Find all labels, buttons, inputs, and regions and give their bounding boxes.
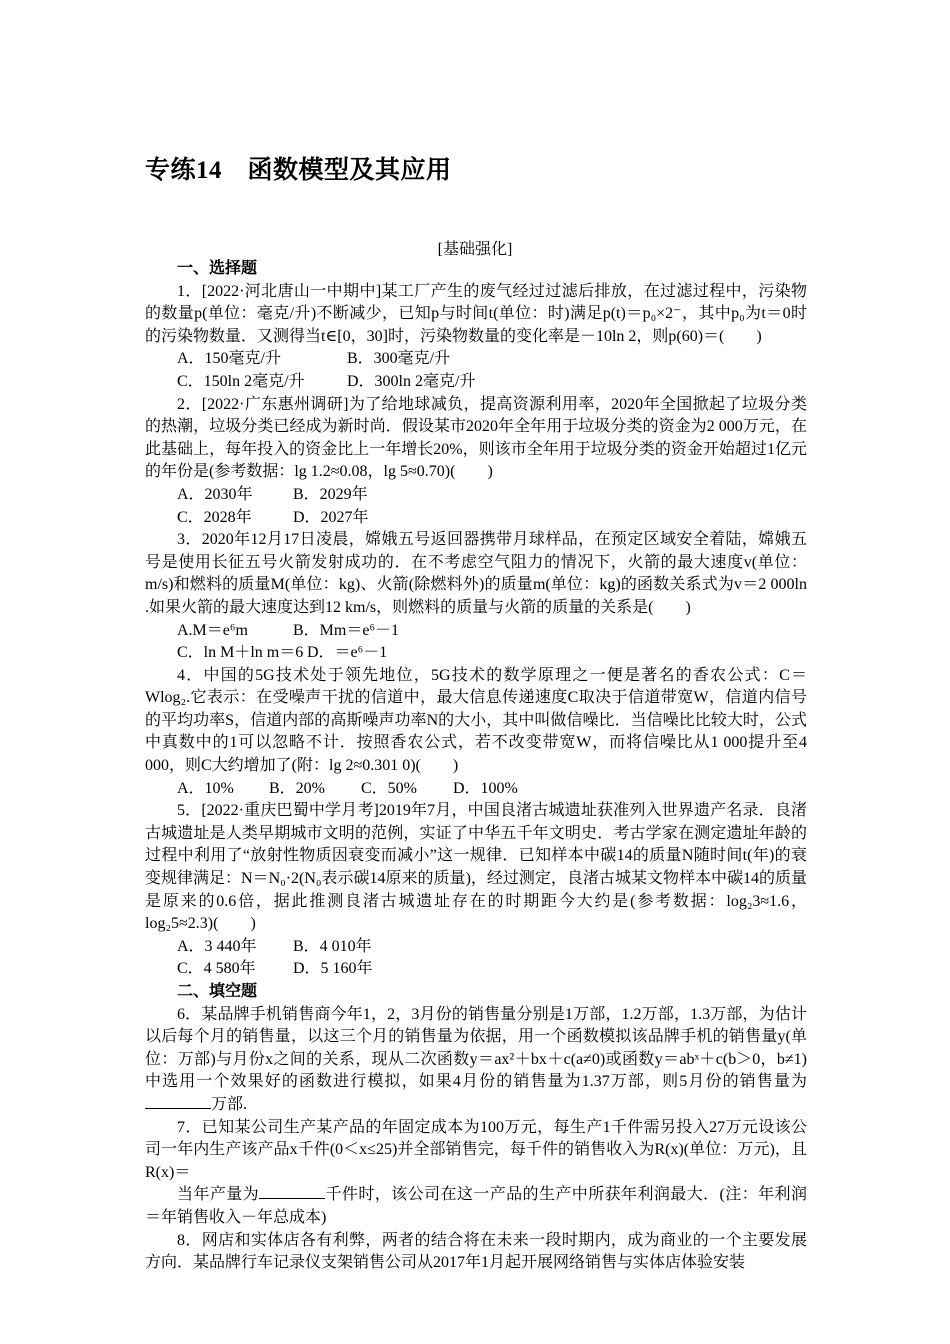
part2-heading: 二、填空题 <box>177 983 258 1000</box>
q3-option-b: B．Mm＝e⁶－1 <box>293 621 400 639</box>
q1-option-b: B．300毫克/升 <box>347 350 451 368</box>
q5-option-d: D．5 160年 <box>293 960 373 978</box>
q3-options-row1 <box>145 620 807 643</box>
q2-option-b: B．2029年 <box>293 485 368 503</box>
q4-option-a: A．10% <box>177 779 234 797</box>
q7-text2-end: 千件时，该公司在这一产品的生产中所获年利润最大．(注：年利润＝年销售收入－年总成本) <box>145 1186 807 1226</box>
q4-option-b: B．20% <box>269 779 326 797</box>
document-body <box>145 258 807 1275</box>
q5-option-b: B．4 010年 <box>293 937 372 955</box>
question-1: 1．[2022·河北唐山一中期中]某工厂产生的废气经过过滤后排放，在过滤过程中，污染物的数量p(单位：毫克/升)不断减少，已知p与时间t(单位：时)满足p(t)＝p₀×2⁻，其中p₀为t＝0时的污染物数量．又测得当t∈[0，30]时，污染物数量的变化率是－10ln 2，则p(60)＝( ) <box>145 282 807 345</box>
q4-options <box>145 778 807 801</box>
page-title: 专练14 函数模型及其应用 <box>145 157 452 184</box>
question-7: 7．已知某公司生产某产品的年固定成本为100万元，每生产1千件需另投入27万元设该公司一年内生产该产品x千件(0＜x≤25)并全部销售完，每千件的销售收入为R(x)(单位：万元)，且R(x)＝ <box>145 1118 807 1181</box>
q2-options-row2 <box>145 507 807 530</box>
q4-option-c: C．50% <box>361 779 418 797</box>
question-3: 3．2020年12月17日凌晨，嫦娥五号返回器携带月球样品，在预定区域安全着陆，嫦娥五号是使用长征五号火箭发射成功的．在不考虑空气阻力的情况下，火箭的最大速度v(单位：m/s)和燃料的质量M(单位：kg)、火箭(除燃料外)的质量m(单位：kg)的函数关系式为v＝2 000ln .如果火箭的最大速度达到12 km/s，则燃料的质量与火箭的质量的关系是( ) <box>145 531 807 616</box>
part1-heading: 一、选择题 <box>177 260 258 277</box>
question-8: 8．网店和实体店各有利弊，两者的结合将在未来一段时期内，成为商业的一个主要发展方向．某品牌行车记录仪支架销售公司从2017年1月起开展网络销售与实体店体验安装 <box>145 1231 807 1272</box>
q3-option-d: D．＝e⁶－1 <box>307 644 388 662</box>
q3-options-row2 <box>145 642 807 665</box>
question-2: 2．[2022·广东惠州调研]为了给地球减负，提高资源利用率，2020年全国掀起了垃圾分类的热潮，垃圾分类已经成为新时尚．假设某市2020年全年用于垃圾分类的资金为2 000万元，在此基础上，每年投入的资金比上一年增长20%，则该市全年用于垃圾分类的资金开始超过1亿元的年份是(参考数据：lg 1.2≈0.08，lg 5≈0.70)( ) <box>145 395 807 481</box>
q5-option-a: A．3 440年 <box>177 937 257 955</box>
question-7-part2 <box>145 1184 807 1229</box>
q1-options-row1 <box>145 348 807 371</box>
q1-option-d: D．300ln 2毫克/升 <box>347 372 476 390</box>
q2-option-c: C．2028年 <box>177 508 252 526</box>
q1-option-a: A．150毫克/升 <box>177 350 282 368</box>
section-tag: [基础强化] <box>437 241 513 258</box>
q1-option-c: C．150ln 2毫克/升 <box>177 372 305 390</box>
q2-option-d: D．2027年 <box>293 508 369 526</box>
question-4: 4．中国的5G技术处于领先地位，5G技术的数学原理之一便是著名的香农公式：C＝Wlog₂.它表示：在受噪声干扰的信道中，最大信息传递速度C取决于信道带宽W，信道内信号的平均功率S，信道内部的高斯噪声功率N的大小，其中叫做信噪比．当信噪比比较大时，公式中真数中的1可以忽略不计．按照香农公式，若不改变带宽W，而将信噪比从1 000提升至4 000，则C大约增加了(附：lg 2≈0.301 0)( ) <box>145 666 807 775</box>
q5-options-row2 <box>145 958 807 981</box>
q3-option-a: A.M＝e⁶m <box>177 621 248 639</box>
q7-text2: 当年产量为 <box>177 1186 260 1204</box>
question-5: 5．[2022·重庆巴蜀中学月考]2019年7月，中国良渚古城遗址获准列入世界遗产名录．良渚古城遗址是人类早期城市文明的范例，实证了中华五千年文明史．考古学家在测定遗址年龄的过程中利用了“放射性物质因衰变而减小”这一规律．已知样本中碳14的质量N随时间t(年)的衰变规律满足：N＝N₀·2(N₀表示碳14原来的质量)，经过测定，良渚古城某文物样本中碳14的质量是原来的0.6倍，据此推测良渚古城遗址存在的时期距今大约是(参考数据：log₂3≈1.6，log₂5≈2.3)( ) <box>145 802 807 933</box>
q6-text-end: 万部. <box>211 1095 248 1113</box>
q3-option-c: C．ln M＋ln m＝6 <box>177 644 304 662</box>
q2-option-a: A．2030年 <box>177 485 253 503</box>
q2-options-row1 <box>145 484 807 507</box>
q5-option-c: C．4 580年 <box>177 960 256 978</box>
q1-options-row2 <box>145 371 807 394</box>
q4-option-d: D．100% <box>453 779 518 797</box>
q7-answer-blank[interactable] <box>259 1184 325 1199</box>
question-6 <box>145 1004 807 1117</box>
q6-answer-blank[interactable] <box>145 1094 211 1109</box>
q5-options-row1 <box>145 936 807 959</box>
q6-text: 6．某品牌手机销售商今年1，2，3月份的销售量分别是1万部，1.2万部，1.3万部，为估计以后每个月的销售量，以这三个月的销售量为依据，用一个函数模拟该品牌手机的销售量y(单位：万部)与月份x之间的关系，现从二次函数y＝ax²＋bx＋c(a≠0)或函数y＝abˣ＋c(b＞0，b≠1)中选用一个效果好的函数进行模拟，如果4月份的销售量为1.37万部，则5月份的销售量为 <box>145 1005 807 1091</box>
